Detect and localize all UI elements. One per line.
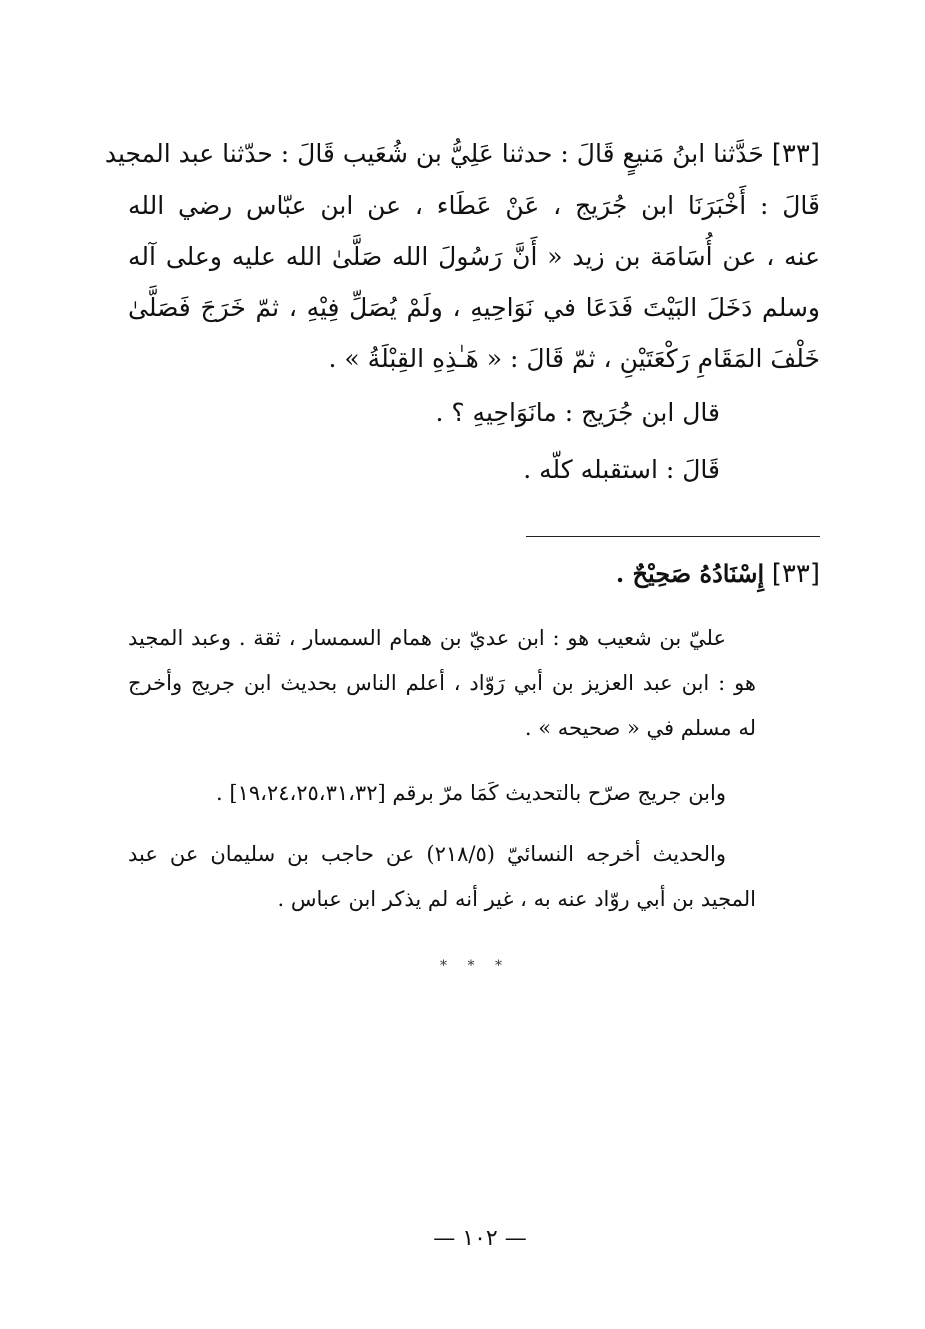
ibn-jurayj-question: قال ابن جُرَيج : مانَوَاحِيهِ ؟ . [435,398,720,427]
footnote-p3-line-1: والحديث أخرجه النسائيّ (٢١٨/٥) عن حاجب بن سليمان عن عبد [128,842,726,866]
hadith-text [104,128,820,384]
footnote-p1-line-2: هو : ابن عبد العزيز بن أبي رَوّاد ، أعلم الناس بحديث ابن جريج وأخرج [128,671,756,695]
footnote-ref-number: [٣٣] [771,559,820,589]
page-number: — ١٠٢ — [433,1226,527,1251]
hadith-line-3: عنه ، عن أُسَامَة بن زيد « أَنَّ رَسُولَ الله صَلَّىٰ الله عليه وعلى آله [128,242,820,271]
footnote-heading [616,559,820,589]
footnote-p2-line-1: وابن جريج صرّح بالتحديث كَمَا مرّ برقم [١٩،٢٤،٢٥،٣١،٣٢] . [216,781,726,805]
section-separator-stars: * * * [440,958,510,974]
footnote-divider [526,536,820,537]
hadith-line-4: وسلم دَخَلَ البَيْتَ فَدَعَا في نَوَاحِيهِ ، ولَمْ يُصَلِّ فِيْهِ ، ثمّ خَرَجَ فَصَلَّىٰ [128,293,820,322]
hadith-ref-number: [٣٣] [771,139,820,169]
hadith-line-5: خَلْفَ المَقَامِ رَكْعَتَيْنِ ، ثمّ قَالَ : « هَـٰذِهِ القِبْلَةُ » . [328,344,820,373]
hadith-line-1 [104,128,820,180]
footnote-paragraph-3 [128,832,756,922]
footnote-paragraph-2 [128,771,756,816]
hadith-line-1-text: حَدَّثنا ابنُ مَنيعٍ قَالَ : حدثنا عَلِيُّ بن شُعَيب قَالَ : حدّثنا عبد المجيد [104,139,764,168]
ibn-jurayj-answer: قَالَ : استقبله كلّه . [523,455,720,484]
footnote-paragraph-1 [128,616,756,751]
hadith-line-2: قَالَ : أَخْبَرَنَا ابن جُرَيج ، عَنْ عَطَاء ، عن ابن عبّاس رضي الله [128,191,820,220]
footnote-verdict: إِسْنَادُهُ صَحِيْحٌ . [615,559,765,588]
footnote-p1-line-3: له مسلم في « صحيحه » . [524,716,756,740]
footnote-p1-line-1: عليّ بن شعيب هو : ابن عديّ بن همام السمسار ، ثقة . وعبد المجيد [128,626,726,650]
footnote-p3-line-2: المجيد بن أبي روّاد عنه به ، غير أنه لم يذكر ابن عباس . [277,887,756,911]
